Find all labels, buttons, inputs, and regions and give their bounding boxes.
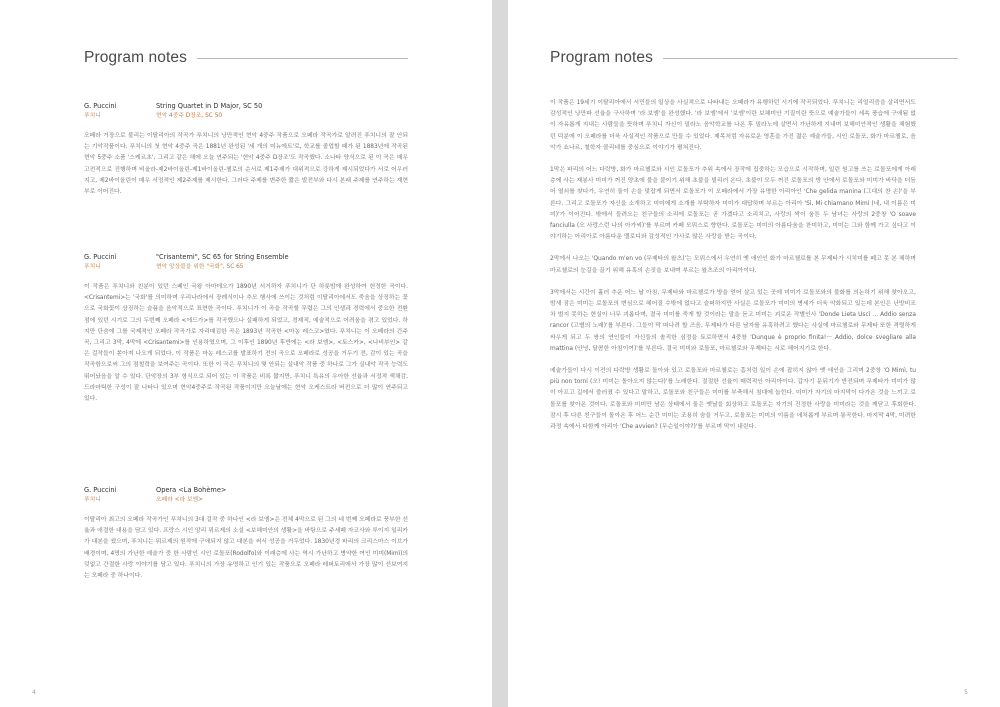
piece-title: Opera <La Bohème> (156, 486, 227, 494)
right-heading-row (550, 48, 958, 68)
composer-name: G. Puccini (84, 486, 117, 494)
piece-description: 오페라 거장으로 불리는 이탈리아의 작곡가 푸치니의 낭만적인 현악 4중주 작품으로 오페라 작곡가로 알려진 푸치니의 잘 안되는 기악작품이다. 푸치니의 첫 현악 4중주 곡은 1881년 완성된 '세 개의 미뉴에트'로, 학교를 졸업할 때가 된 1883년에 작곡된 현악 5중주 소품 '스케르초', 그리고 같은 해에 오늘 연주되는 '현악 4중주 D장조'도 작곡했다. 소나타 양식으로 된 이 곡은 매우 고전적으로 진행하며 비올라-제2바이올린-제1바이올린-첼로의 순서로 제1주제가 대위적으로 강하게 제시되었다가 서로 어우러지고, 제2바이올린이 매우 서정적인 제2주제를 제시한다. 그러다 주제를 변주한 짧은 발전부와 다시 본래 주제를 연주하는 재현부로 이어진다. (84, 133, 408, 196)
left-heading-row (84, 48, 408, 68)
piece-title-korean: 현악 앙상블을 위한 "국화", SC 65 (156, 264, 244, 270)
synopsis-paragraph-act1: 1막은 파리의 어느 다락방, 화가 마르첼로와 시인 로돌포가 추위 속에서 장작에 집중하는 모습으로 시작하며, 일린 원고를 쓰는 로돌포에게 아래층에 사는 재봉사 미미가 꺼진 양초에 불을 붙이기 위해 초불을 빌리러 온다. 초불이 모두 꺼진 로돌포의 방 안에서 로돌포와 미미가 바닥을 더듬어 열쇠를 찾다가, 우연히 둘이 손을 맞잡게 되면서 로돌포가 이 오페라에서 가장 유명한 아리아인 'Che gelida manina (그대의 찬 손)'을 부른다. 그리고 로돌포가 자신을 소개하고 미미에게 소개를 부탁하자 미미가 대답하며 부르는 아리아 'Sì, Mi chiamano Mimì (네, 내 이름은 미미)'가 이어진다. 밖에서 들려오는 친구들의 소리에 로돌포는 곧 가겠다고 소리치고, 사랑의 싹이 움튼 두 남녀는 사랑의 2중창 'O soave fanciulla (오 사랑스런 나의 아가씨)'를 부르며 카페 모뮈스로 향한다. 로돌포는 미미의 아름다움을 찬미하고, 미미는 그와 함께 가고 싶다고 이야기하는 아리아로 아름다운 멜로디와 감성적인 가사로 많은 사랑을 받는 곡이다. (550, 167, 916, 241)
page-number: 4 (32, 689, 36, 696)
piece-title: String Quartet in D Major, SC 50 (156, 102, 263, 110)
program-item-crisantemi (84, 252, 408, 405)
composer-name-korean: 푸치니 (84, 264, 101, 270)
piece-title-korean: 현악 4중주 D장조, SC 50 (156, 113, 223, 119)
piece-title: "Crisantemi", SC 65 for String Ensemble (156, 253, 289, 261)
composer-name-korean: 푸치니 (84, 497, 101, 503)
left-page (0, 0, 492, 707)
la-boheme-synopsis (550, 98, 916, 444)
right-page (508, 0, 1000, 707)
piece-description: 이탈리아 최고의 오페라 작곡가인 푸치니의 3대 걸작 중 하나인 <라 보엠>은 전체 4막으로 된 그의 네 번째 오페라로 풍부한 선율과 애절한 내용을 담고 있다. 프랑스 시인 앙리 뮈르제의 소설 <보헤미안의 생활>을 바탕으로 주세페 자코사와 루이지 일리카가 대본을 썼으며, 푸치니는 뮈르제의 원작에 구애되지 않고 대본을 써서 성공을 거두었다. 1830년경 파리의 크리스마스 이브가 배경이며, 4명의 가난한 예술가 중 한 사람인 시인 로돌포(Rodolfo)와 이래층에 사는 역시 가난하고 병약한 여인 미미(Mimì)의 덧없고 간절한 사랑 이야기를 담고 있다. 푸치니의 가장 유명하고 인기 있는 작품으로 오페라 레퍼토리에서 가장 많이 선보여지는 오페라 중 하나이다. (84, 517, 408, 580)
program-item-la-boheme (84, 485, 408, 582)
heading-divider (197, 58, 408, 59)
piece-title-korean: 오페라 <라 보엠> (156, 497, 203, 503)
piece-description: 이 작품은 푸치니와 친분이 있던 스페인 국왕 아마데오가 1890년 서거하자 푸치니가 단 하룻밤에 완성하여 헌정한 곡이다. <Crisantemi>는 '국화'를 의미하며 우리나라에서 장례식이나 추모 행사에 쓰이는 것처럼 이탈리아에서도 죽음을 상징하는 꽃으로 국화꽃이 상징하는 슬픔을 음악적으로 표현한 곡이다. 푸치니가 이 곡을 작곡할 무렵은 그의 인생과 경력에서 중요한 전환점에 있던 시기로 그의 두번째 오페라 <에드가>를 작곡했으나 실패하게 되었고, 경제적, 예술적으로 어려움을 겪고 있었다. 하지만 단숨에 그를 국제적인 오페라 작곡가로 자리매김한 곡은 1893년 작곡한 <마농 레스코>였다. 푸치니는 이 오페라의 간주곡, 그리고 3막, 4막에 <Crisantemi>를 인용하였으며, 그 이후인 1890년 후반에는 <라 보엠>, <토스카>, <나비부인> 같은 걸작들이 쏟아져 나오게 되었다. 이 작품은 마농 레스코를 발표하기 전의 곡으로 오페라로 성공을 거두기 전, 감이 있는 곡을 작곡함으로써 그의 점철력을 보여주는 곡이다. 또한 이 곡은 푸치니의 몇 안되는 실내악 작품 중 하나로 그가 실내악 작곡 능력도 뛰어났음을 알 수 있다. 단악장의 3부 형식으로 되어 있는 이 작품은 비록 짧지만, 푸치니 특유의 우아한 선율과 서정적 색채감, 드라마틱한 구성이 잘 나타나 있으며 현악4중주로 작곡된 작품이지만 오늘날에는 현악 오케스트라 버전으로 더 많이 연주되고 있다. (84, 284, 408, 403)
synopsis-paragraph-intro: 이 작품은 19세기 이탈리아에서 서민들의 일상을 사실적으로 나타내는 오페라가 유행하던 시기에 작곡되었다. 푸치니는 리얼리즘을 살리면서도 감성적인 낭만파 선율을 구사하며 '라 보엠'을 완성했다. '라 보엠'에서 '보엠'이란 보헤미안 기질이란 뜻으로 예술가들이 세속 풍습에 구애됨 없이 자유롭게 지내는 사람들을 뜻하며 푸치니 자신이 밀라노 음악학교를 나온 후 밀라노에 살면서 가난하게 지내며 보헤미안적인 생활을 체험했던 덕분에 이 오페라를 더욱 사실적인 작품으로 만들 수 있었다. 제목처럼 자유로운 영혼을 가진 젊은 예술가들, 시인 로돌포, 화가 마르첼로, 음악가 쇼나르, 철학자 콜리네를 중심으로 이야기가 펼쳐진다. (550, 100, 916, 151)
composer-name: G. Puccini (84, 253, 117, 261)
composer-name: G. Puccini (84, 102, 117, 110)
page-number: 5 (964, 689, 968, 696)
synopsis-paragraph-act3: 3막에서는 시간이 흘러 추운 어느 날 아침, 무제타와 마르첼로가 방을 얻어 살고 있는 곳에 미미가 로돌포와의 불화를 의논하기 위해 찾아오고, 밤새 잠은 미미는 로돌포의 변심으로 헤어질 수밖에 없다고 슬퍼하지만 사실은 로돌포가 미미의 병세가 더욱 악화되고 있는데 본인은 난방비조차 벌지 못하는 현실이 너무 괴롭다며, 결국 미미를 죽게 할 것이라는 말을 듣고 미미는 괴로운 작별인사 'Donde Lieta Uscì ... Addio senza rancor (고별의 노래)'를 부른다. 그들이 막 떠나려 할 즈음, 무제타가 다른 남자를 유혹하려고 했다는 사실에 마르첼로와 무제타 또한 격렬하게 싸우게 되고 두 쌍의 연인들이 자신들의 솔직한 심정을 토로하면서 4중창 'Dunque è proprio finita!··· Addio, dolce svegliare alla mattina (안녕, 달콤한 아침이여)'를 부른다. 결국 미미와 로돌포, 마르첼로와 무제타는 서로 헤어지기로 한다. (550, 289, 916, 352)
composer-name-korean: 푸치니 (84, 113, 101, 119)
heading-divider (663, 58, 958, 59)
synopsis-paragraph-act2: 2막에서 나오는 'Quando m'en vo (무제타의 왈츠)'는 모뮈스에서 우연히 옛 애인인 화가 마르첼로를 본 무제타가 시치미를 떼고 못 본 체하며 마르첼로의 눈길을 끌기 위해 유혹의 손짓을 보내며 부르는 왈츠조의 아리아이다. (550, 256, 916, 274)
page-heading: Program notes (84, 49, 187, 66)
synopsis-paragraph-act4: 예술가들이 다시 이전의 다락방 생활로 돌아와 있고 로돌포와 마르첼로는 흠처럼 일이 손에 잡히지 않아 옛 애인을 그리며 2중창 'O Mimì, tu più non torni (오! 미미는 돌아오지 않는다)'를 노래한다. 절절한 선율이 매력적인 아리아이다. 갑자기 문뒤기가 반전되며 무제타가 미미가 많이 아프고 길에서 쓸러졌 수 있다고 말하고, 로돌포와 친구들은 미미를 부축해서 침대에 눕힌다. 미미가 자기의 마지막이 다가온 것을 느끼고 로돌포를 찾아온 것이다. 로돌포와 미미만 남은 상태에서 둘은 옛날을 회상하고 로돌포는 자기의 진정한 사랑을 미미라는 것을 깨닫고 후회한다. 잠시 후 다른 친구들이 돌아온 후 어느 순간 미미는 조용히 숨을 거두고, 로돌포는 미미의 이름을 애처롭게 부르며 통곡한다. 마지막 4막, 미려한 과정 속에서 다함께 아리아 'Che avvien? (무슨일이야?)'를 부르며 막이 내린다. (550, 368, 916, 431)
program-item-string-quartet (84, 101, 408, 198)
page-heading: Program notes (550, 49, 653, 66)
